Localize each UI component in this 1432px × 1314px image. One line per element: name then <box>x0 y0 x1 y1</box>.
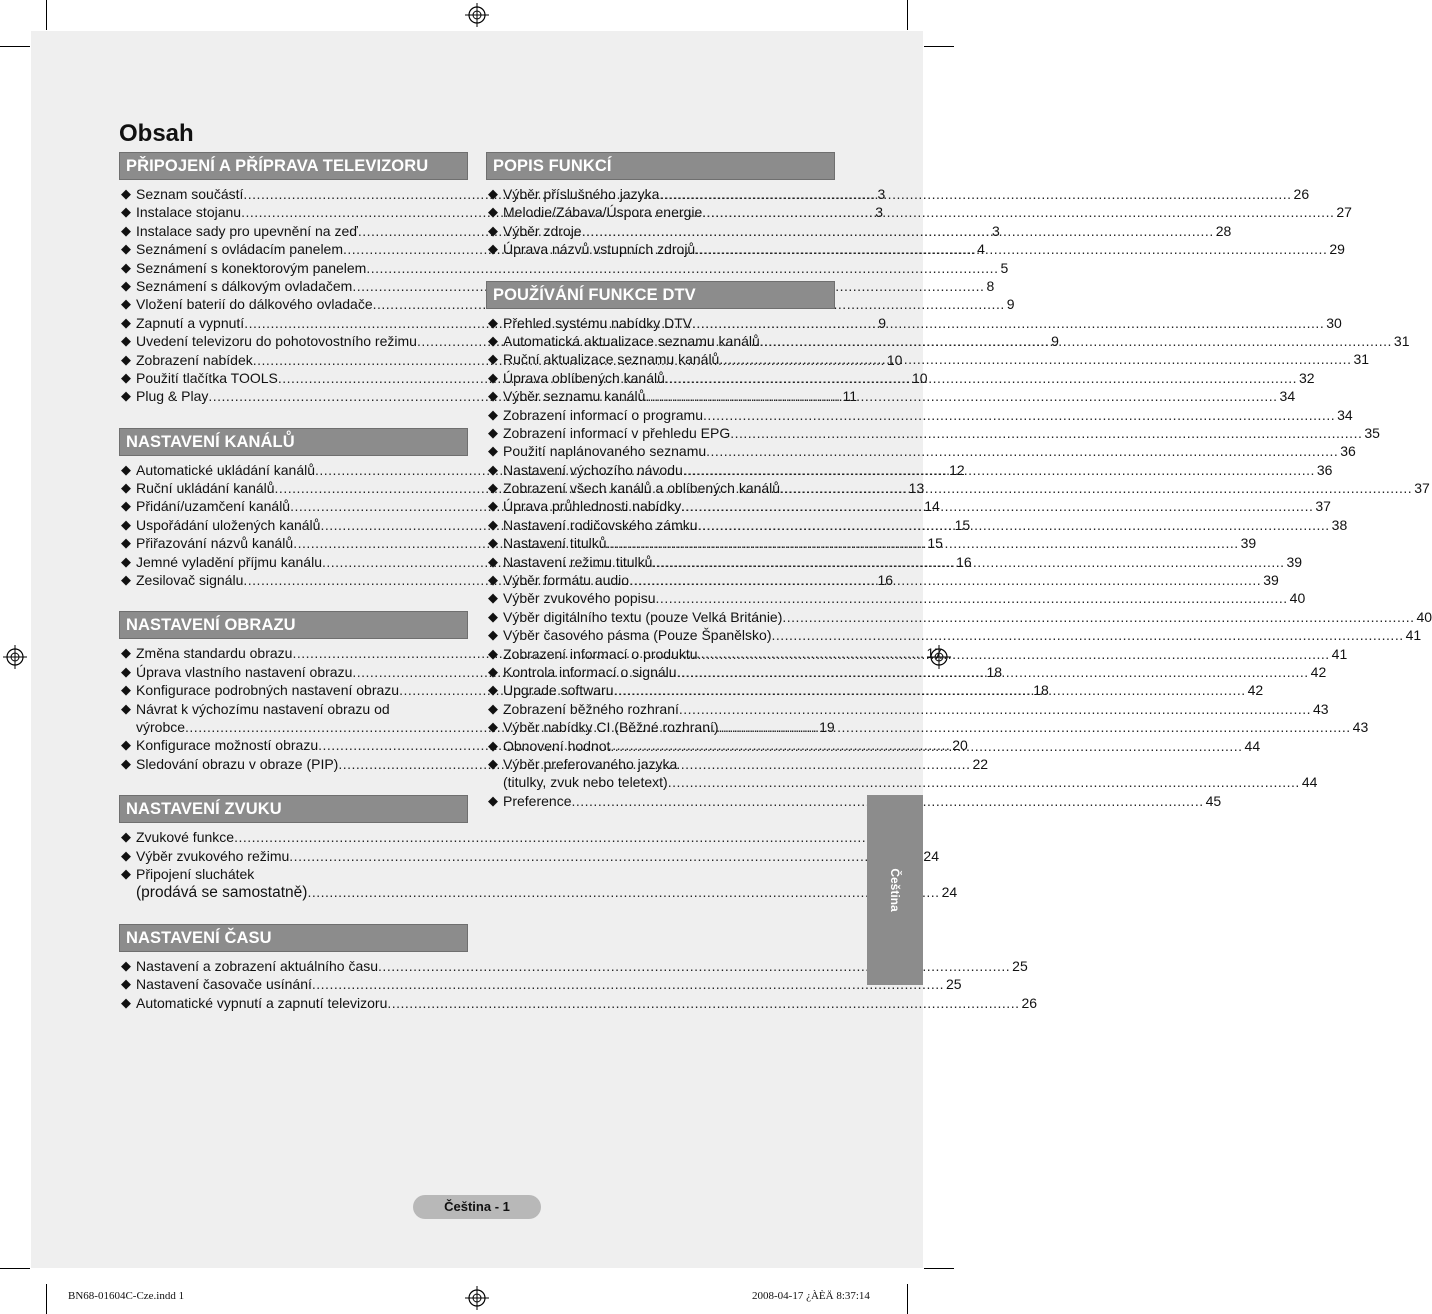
dot-leader <box>607 534 1239 552</box>
side-tab-label: Čeština <box>888 868 902 912</box>
toc-entry-title: Nastavení časovače usínání <box>136 976 312 993</box>
diamond-bullet-icon: ◆ <box>121 333 131 349</box>
diamond-bullet-icon: ◆ <box>488 737 498 753</box>
diamond-bullet-icon: ◆ <box>121 645 131 661</box>
diamond-bullet-icon: ◆ <box>121 682 131 698</box>
toc-entry-title: Upgrade softwaru <box>503 682 614 699</box>
toc-entry-title: (titulky, zvuk nebo teletext) <box>503 774 668 791</box>
toc-entry-title: Vložení baterií do dálkového ovladače <box>136 296 373 313</box>
section-heading: NASTAVENÍ KANÁLŮ <box>119 428 468 456</box>
dot-leader <box>760 332 1392 350</box>
toc-entry[interactable] <box>488 185 1310 203</box>
toc-entry-page: 24 <box>923 847 939 864</box>
toc-entry-page: 28 <box>1215 222 1232 239</box>
toc-entry-title: Zapnutí a vypnutí <box>136 314 245 331</box>
diamond-bullet-icon: ◆ <box>121 535 131 551</box>
toc-entry[interactable] <box>488 442 1356 460</box>
toc-entry-page: 43 <box>1313 700 1329 717</box>
dot-leader <box>706 442 1338 460</box>
toc-entry-page: 37 <box>1315 498 1331 515</box>
toc-entry[interactable] <box>121 828 458 846</box>
toc-entry-title: Výběr digitálního textu (pouze Velká Británie) <box>503 608 783 625</box>
toc-entry-title: Zobrazení informací o produktu <box>503 645 698 662</box>
dot-leader <box>683 461 1315 479</box>
dot-leader <box>610 737 1242 755</box>
toc-entry-page: 11 <box>842 388 858 405</box>
diamond-bullet-icon: ◆ <box>488 572 498 588</box>
toc-entry-title: Nastavení a zobrazení aktuálního času <box>136 957 379 974</box>
toc-entry-title: Uvedení televizoru do pohotovostního režimu <box>136 333 417 350</box>
dot-leader <box>681 497 1313 515</box>
toc-entry-first-line: Výběr preferovaného jazyka <box>503 755 678 772</box>
toc-entry-title: Nastavení výchozího návodu <box>503 461 683 478</box>
toc-entry-page: 15 <box>954 516 971 533</box>
toc-entry-title: Výběr časového pásma (Pouze Španělsko) <box>503 627 772 644</box>
crop-mark <box>907 0 908 30</box>
crop-mark <box>0 1268 30 1269</box>
toc-entry-title: Seznámení s ovládacím panelem <box>136 241 343 258</box>
toc-list <box>119 952 1038 1012</box>
diamond-bullet-icon: ◆ <box>488 700 498 716</box>
toc-entry-title: výrobce <box>136 719 186 735</box>
dot-leader <box>652 553 1284 571</box>
diamond-bullet-icon: ◆ <box>121 847 131 863</box>
toc-entry-page: 3 <box>877 186 886 202</box>
toc-entry-page: 25 <box>946 976 962 993</box>
toc-entry-page: 34 <box>1279 388 1296 405</box>
toc-entry-page: 41 <box>1331 645 1348 662</box>
dot-leader <box>692 314 1324 332</box>
toc-entry-page: 22 <box>972 755 989 772</box>
toc-entry-title: Výběr zvukového popisu <box>503 590 656 607</box>
toc-entry[interactable] <box>488 792 1222 810</box>
toc-entry-title: Automatická aktualizace seznamu kanálů <box>503 332 760 349</box>
diamond-bullet-icon: ◆ <box>488 719 498 735</box>
toc-entry-title: Výběr nabídky CI (Běžné rozhraní) <box>503 719 719 736</box>
dot-leader <box>665 369 1297 387</box>
toc-entry-title: Sledování obrazu v obraze (PIP) <box>136 755 339 772</box>
toc-entry-page: 16 <box>877 572 894 589</box>
toc-entry-page: 27 <box>1336 204 1352 221</box>
toc-entry-page: 12 <box>949 461 965 478</box>
page-title: Obsah <box>119 120 194 147</box>
diamond-bullet-icon: ◆ <box>121 222 131 238</box>
toc-entry-page: 16 <box>956 553 972 570</box>
dot-leader <box>780 479 1412 497</box>
language-side-tab <box>867 795 923 985</box>
toc-entry-page: 31 <box>1393 332 1410 349</box>
toc-entry-title: Konfigurace podrobných nastavení obrazu <box>136 682 400 699</box>
toc-entry-title: Instalace stojanu <box>136 204 242 221</box>
toc-entry-page: 25 <box>1012 957 1028 974</box>
dot-leader <box>387 994 1019 1012</box>
diamond-bullet-icon: ◆ <box>488 332 498 348</box>
toc-entry-title: Seznam součástí <box>136 186 244 202</box>
diamond-bullet-icon: ◆ <box>488 553 498 569</box>
toc-entry-title: Použití naplánovaného seznamu <box>503 443 707 460</box>
diamond-bullet-icon: ◆ <box>488 314 498 330</box>
toc-entry-title: Úprava oblíbených kanálů <box>503 369 665 386</box>
diamond-bullet-icon: ◆ <box>121 480 131 496</box>
toc-entry-page: 30 <box>1326 314 1342 331</box>
crop-mark <box>907 1284 908 1314</box>
toc-entry[interactable] <box>121 295 1015 313</box>
diamond-bullet-icon: ◆ <box>488 498 498 514</box>
toc-entry-page: 39 <box>1240 535 1257 552</box>
diamond-bullet-icon: ◆ <box>488 792 498 808</box>
toc-entry-page: 42 <box>1310 663 1327 680</box>
dot-leader <box>677 663 1309 681</box>
diamond-bullet-icon: ◆ <box>488 627 498 643</box>
dot-leader <box>307 883 939 901</box>
toc-entry-title: Výběr seznamu kanálů <box>503 388 646 405</box>
toc-entry-page: 29 <box>1329 241 1345 258</box>
toc-entry-page: 13 <box>908 480 925 497</box>
toc-entry-page: 9 <box>878 314 887 331</box>
toc-entry-page: 43 <box>1352 719 1369 736</box>
toc-entry-title: Plug & Play <box>136 388 209 405</box>
diamond-bullet-icon: ◆ <box>121 351 131 367</box>
toc-entry-page: 9 <box>1006 296 1015 313</box>
dot-leader <box>719 350 1351 368</box>
dot-leader <box>656 589 1288 607</box>
toc-entry-page: 31 <box>1353 351 1370 368</box>
diamond-bullet-icon: ◆ <box>488 682 498 698</box>
toc-entry-title: Zobrazení všech kanálů a oblíbených kanálů <box>503 480 781 497</box>
toc-entry[interactable] <box>121 957 1028 975</box>
diamond-bullet-icon: ◆ <box>121 516 131 532</box>
diamond-bullet-icon: ◆ <box>121 755 131 771</box>
toc-entry-page: 26 <box>1021 994 1038 1011</box>
toc-entry-title: Výběr příslušného jazyka <box>503 186 660 202</box>
dot-leader <box>629 571 1261 589</box>
section-heading: NASTAVENÍ ČASU <box>119 924 468 952</box>
toc-entry-title: Přiřazování názvů kanálů <box>136 535 294 552</box>
diamond-bullet-icon: ◆ <box>121 976 131 992</box>
toc-entry-page: 42 <box>1247 682 1264 699</box>
diamond-bullet-icon: ◆ <box>121 204 131 220</box>
diamond-bullet-icon: ◆ <box>121 296 131 312</box>
diamond-bullet-icon: ◆ <box>121 277 131 293</box>
diamond-bullet-icon: ◆ <box>121 186 131 201</box>
toc-entry-page: 18 <box>1033 682 1049 699</box>
toc-entry-title: Zesilovač signálu <box>136 572 244 589</box>
diamond-bullet-icon: ◆ <box>121 314 131 330</box>
toc-entry-title: Výběr zdroje <box>503 222 582 239</box>
toc-section <box>486 152 1352 259</box>
dot-leader <box>582 222 1214 240</box>
toc-entry-first-line: Připojení sluchátek <box>136 865 255 882</box>
toc-entry-page: 19 <box>819 719 835 735</box>
diamond-bullet-icon: ◆ <box>488 516 498 532</box>
diamond-bullet-icon: ◆ <box>121 957 131 973</box>
diamond-bullet-icon: ◆ <box>488 755 498 771</box>
dot-leader <box>679 700 1311 718</box>
toc-entry-title: Kontrola informací o signálu <box>503 663 677 680</box>
toc-entry-page: 24 <box>941 884 958 901</box>
toc-entry[interactable] <box>121 259 1009 277</box>
section-heading: NASTAVENÍ OBRAZU <box>119 611 468 639</box>
toc-entry-title: Úprava názvů vstupních zdrojů <box>503 241 696 258</box>
diamond-bullet-icon: ◆ <box>121 369 131 385</box>
toc-entry-page: 9 <box>1051 333 1059 350</box>
diamond-bullet-icon: ◆ <box>488 222 498 238</box>
dot-leader <box>645 387 1277 405</box>
toc-entry-title: Ruční aktualizace seznamu kanálů <box>503 351 720 368</box>
toc-entry-title: Konfigurace možností obrazu <box>136 737 319 754</box>
print-slug-date: 2008-04-17 ¿ÀÈÄ 8:37:14 <box>752 1290 870 1302</box>
toc-entry-title: Zobrazení nabídek <box>136 351 253 368</box>
toc-entry-page: 40 <box>1289 590 1306 607</box>
toc-entry[interactable] <box>488 406 1353 424</box>
toc-entry[interactable] <box>488 700 1329 718</box>
diamond-bullet-icon: ◆ <box>488 406 498 422</box>
diamond-bullet-icon: ◆ <box>488 204 498 220</box>
toc-entry-page: 40 <box>1416 608 1432 625</box>
diamond-bullet-icon: ◆ <box>488 369 498 385</box>
print-slug-file: BN68-01604C-Cze.indd 1 <box>68 1290 185 1302</box>
toc-entry-first-line: Návrat k výchozímu nastavení obrazu od <box>136 700 390 717</box>
toc-entry[interactable] <box>488 424 1380 442</box>
toc-entry[interactable] <box>121 994 1038 1012</box>
toc-entry-page: 10 <box>912 369 928 386</box>
registration-mark-icon <box>465 3 489 27</box>
toc-entry[interactable] <box>488 240 1345 258</box>
toc-entry-page: 41 <box>1405 627 1422 644</box>
toc-entry-page: 37 <box>1414 480 1430 497</box>
toc-entry-page: 3 <box>875 204 883 221</box>
diamond-bullet-icon: ◆ <box>488 590 498 606</box>
diamond-bullet-icon: ◆ <box>121 663 131 679</box>
registration-mark-icon <box>3 645 27 669</box>
diamond-bullet-icon: ◆ <box>121 829 131 845</box>
diamond-bullet-icon: ◆ <box>121 572 131 588</box>
toc-entry-page: 3 <box>991 222 1000 239</box>
dot-leader <box>614 681 1246 699</box>
section-heading: POUŽÍVÁNÍ FUNKCE DTV <box>486 281 835 309</box>
toc-entry-page: 34 <box>1337 406 1353 423</box>
toc-entry-page: 38 <box>1331 516 1348 533</box>
toc-entry-title: Obnovení hodnot <box>503 737 611 754</box>
toc-entry-title: Zvukové funkce <box>136 829 235 846</box>
toc-entry-title: Výběr formátu audio <box>503 572 630 589</box>
dot-leader <box>312 975 944 993</box>
toc-entry-title: Preference <box>503 792 572 809</box>
diamond-bullet-icon: ◆ <box>121 994 131 1010</box>
toc-entry[interactable] <box>121 975 962 993</box>
diamond-bullet-icon: ◆ <box>121 461 131 477</box>
toc-entry-title: Instalace sady pro upevnění na zeď <box>136 222 358 239</box>
section-heading: PŘIPOJENÍ A PŘÍPRAVA TELEVIZORU <box>119 152 468 180</box>
toc-entry-page: 4 <box>977 241 985 258</box>
toc-entry-page: 5 <box>1000 259 1009 276</box>
section-heading: POPIS FUNKCÍ <box>486 152 835 180</box>
toc-entry-page: 20 <box>952 737 968 754</box>
toc-entry-title: Nastavení titulků <box>503 535 607 552</box>
toc-entry-page: 17 <box>926 645 943 662</box>
toc-list <box>486 180 1352 259</box>
toc-entry-title: Změna standardu obrazu <box>136 645 293 662</box>
diamond-bullet-icon: ◆ <box>488 663 498 679</box>
toc-entry-title: Zobrazení informací v přehledu EPG <box>503 424 731 441</box>
diamond-bullet-icon: ◆ <box>121 700 131 716</box>
section-heading: NASTAVENÍ ZVUKU <box>119 795 468 823</box>
toc-entry-title: Úprava průhlednosti nabídky <box>503 498 682 515</box>
toc-entry-page: 36 <box>1316 461 1333 478</box>
toc-entry[interactable] <box>488 608 1432 626</box>
toc-entry-title: (prodává se samostatně) <box>136 884 308 902</box>
diamond-bullet-icon: ◆ <box>121 737 131 753</box>
toc-entry-title: Seznámení s konektorovým panelem <box>136 259 367 276</box>
diamond-bullet-icon: ◆ <box>488 388 498 404</box>
toc-entry[interactable] <box>488 314 1342 332</box>
toc-section <box>119 924 1038 1012</box>
toc-entry-page: 39 <box>1263 572 1279 589</box>
toc-entry-page: 14 <box>924 498 940 515</box>
toc-entry[interactable] <box>488 626 1422 644</box>
toc-entry-page: 8 <box>986 277 995 294</box>
toc-entry[interactable] <box>488 589 1306 607</box>
toc-entry-title: Úprava vlastního nastavení obrazu <box>136 663 353 680</box>
toc-entry-title: Použití tlačítka TOOLS <box>136 369 278 386</box>
dot-leader <box>719 718 1351 736</box>
registration-mark-icon <box>465 1286 489 1310</box>
toc-entry-title: Automatické vypnutí a zapnutí televizoru <box>136 994 388 1011</box>
toc-entry-title: Jemné vyladění příjmu kanálu <box>136 553 322 570</box>
crop-mark <box>46 1284 47 1314</box>
toc-entry-page: 35 <box>1364 424 1380 441</box>
diamond-bullet-icon: ◆ <box>488 424 498 440</box>
crop-mark <box>924 46 954 47</box>
diamond-bullet-icon: ◆ <box>121 865 131 881</box>
diamond-bullet-icon: ◆ <box>488 351 498 367</box>
crop-mark <box>0 46 30 47</box>
dot-leader <box>782 608 1414 626</box>
dot-leader <box>702 203 1334 221</box>
page-footer: Čeština - 1 <box>413 1195 541 1219</box>
toc-entry-page: 45 <box>1205 792 1222 809</box>
diamond-bullet-icon: ◆ <box>488 443 498 459</box>
toc-entry[interactable] <box>121 847 939 865</box>
dot-leader <box>771 626 1403 644</box>
diamond-bullet-icon: ◆ <box>121 241 131 257</box>
toc-entry-page: 44 <box>1301 774 1318 791</box>
toc-entry-title: Přidání/uzamčení kanálů <box>136 498 291 515</box>
dot-leader <box>659 185 1291 203</box>
toc-entry-page: 15 <box>927 535 943 552</box>
diamond-bullet-icon: ◆ <box>488 241 498 257</box>
toc-entry-title: Melodie/Zábava/Úspora energie <box>503 204 703 221</box>
diamond-bullet-icon: ◆ <box>121 498 131 514</box>
dot-leader <box>695 240 1327 258</box>
crop-mark <box>46 0 47 30</box>
diamond-bullet-icon: ◆ <box>488 608 498 624</box>
dot-leader <box>703 406 1335 424</box>
toc-entry[interactable] <box>488 332 1410 350</box>
toc-entry-page: 26 <box>1293 186 1310 202</box>
toc-entry-title: Uspořádání uložených kanálů <box>136 516 321 533</box>
dot-leader <box>730 424 1362 442</box>
toc-entry-title: Výběr zvukového režimu <box>136 847 290 864</box>
dot-leader <box>698 645 1330 663</box>
toc-entry-title: Seznámení s dálkovým ovladačem <box>136 277 353 294</box>
toc-entry-title: Zobrazení informací o programu <box>503 406 703 423</box>
diamond-bullet-icon: ◆ <box>488 186 498 201</box>
crop-mark <box>924 1268 954 1269</box>
toc-entry-page: 18 <box>986 663 1003 680</box>
diamond-bullet-icon: ◆ <box>121 388 131 404</box>
toc-entry-page: 39 <box>1286 553 1303 570</box>
toc-entry-title: Zobrazení běžného rozhraní <box>503 700 679 717</box>
toc-entry-title: Přehled systému nabídky DTV <box>503 314 693 331</box>
toc-entry-title: Ruční ukládání kanálů <box>136 480 275 497</box>
dot-leader <box>668 773 1300 791</box>
toc-entry[interactable] <box>488 203 1352 221</box>
diamond-bullet-icon: ◆ <box>488 535 498 551</box>
diamond-bullet-icon: ◆ <box>121 553 131 569</box>
dot-leader <box>698 516 1330 534</box>
toc-entry-title: Automatické ukládání kanálů <box>136 461 315 478</box>
toc-entry-title: Nastavení režimu titulků <box>503 553 653 570</box>
diamond-bullet-icon: ◆ <box>488 645 498 661</box>
toc-entry-page: 32 <box>1299 369 1315 386</box>
toc-entry-title: Nastavení rodičovského zámku <box>503 516 698 533</box>
toc-entry[interactable] <box>488 222 1232 240</box>
toc-entry-page: 44 <box>1244 737 1261 754</box>
toc-entry-page: 36 <box>1340 443 1356 460</box>
diamond-bullet-icon: ◆ <box>488 480 498 496</box>
diamond-bullet-icon: ◆ <box>488 461 498 477</box>
dot-leader <box>289 847 921 865</box>
diamond-bullet-icon: ◆ <box>121 259 131 275</box>
toc-entry-page: 10 <box>886 351 903 368</box>
